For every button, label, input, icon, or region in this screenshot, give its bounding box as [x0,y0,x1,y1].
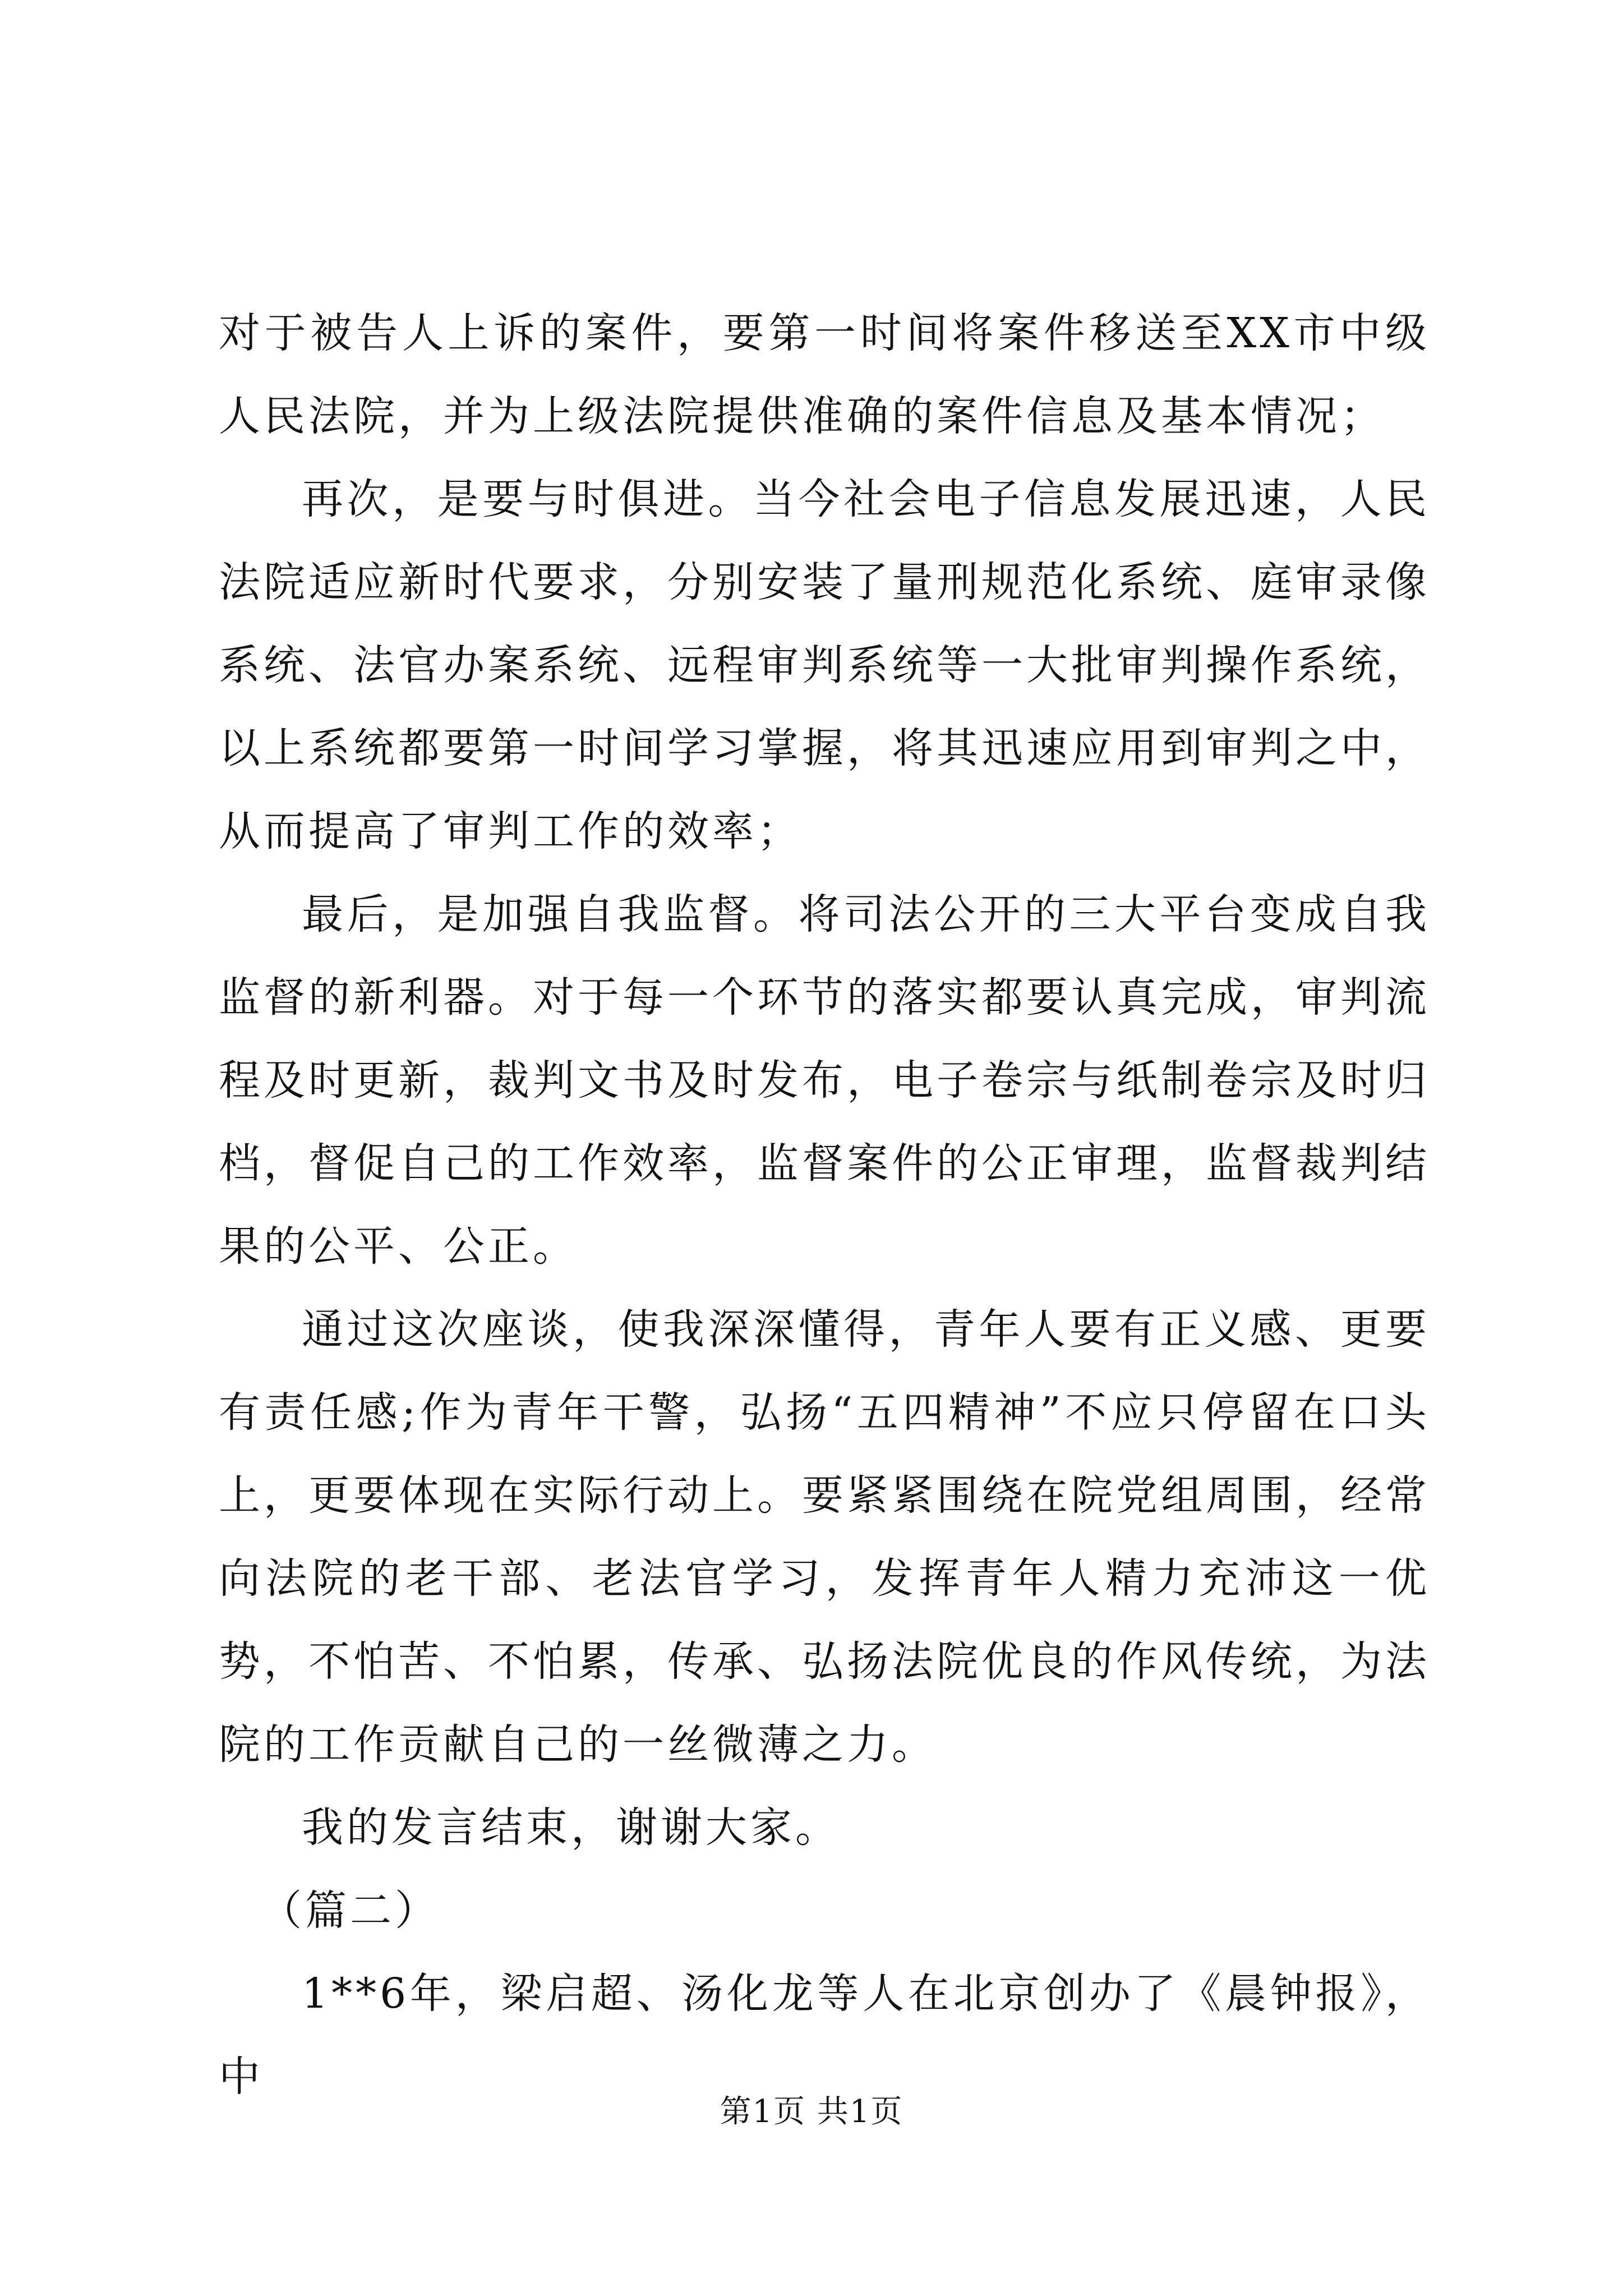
paragraph-appeal-cases: 对于被告人上诉的案件，要第一时间将案件移送至XX市中级人民法院，并为上级法院提供准确的案件信息及基本情况； [219,309,1430,440]
paragraph-closing-remark: 我的发言结束，谢谢大家。 [302,1803,840,1852]
paragraph-keep-pace: 再次，是要与时俱进。当今社会电子信息发展迅速，人民法院适应新时代要求，分别安装了量刑规范化系统、庭审录像系统、法官办案系统、远程审判系统等一大批审判操作系统，以上系统都要第一时间学习掌握，将其迅速应用到审判之中，从而提高了审判工作的效率； [219,475,1430,855]
paragraph-self-supervision: 最后，是加强自我监督。将司法公开的三大平台变成自我监督的新利器。对于每一个环节的落实都要认真完成，审判流程及时更新，裁判文书及时发布，电子卷宗与纸制卷宗及时归档，督促自己的工作效率，监督案件的公正审理，监督裁判结果的公平、公正。 [219,890,1430,1271]
section-heading-part-two: （篇二） [260,1887,440,1935]
page-number-footer: 第1页 共1页 [720,2093,903,2130]
document-body [219,292,1430,2118]
paragraph-part-two-start: 1**6年，梁启超、汤化龙等人在北京创办了《晨钟报》，中 [219,1970,1430,2101]
paragraph-conclusion: 通过这次座谈，使我深深懂得，青年人要有正义感、更要有责任感;作为青年干警，弘扬“五四精神”不应只停留在口头上，更要体现在实际行动上。要紧紧围绕在院党组周围，经常向法院的老干部、老法官学习，发挥青年人精力充沛这一优势，不怕苦、不怕累，传承、弘扬法院优良的作风传统，为法院的工作贡献自己的一丝微薄之力。 [219,1305,1430,1769]
